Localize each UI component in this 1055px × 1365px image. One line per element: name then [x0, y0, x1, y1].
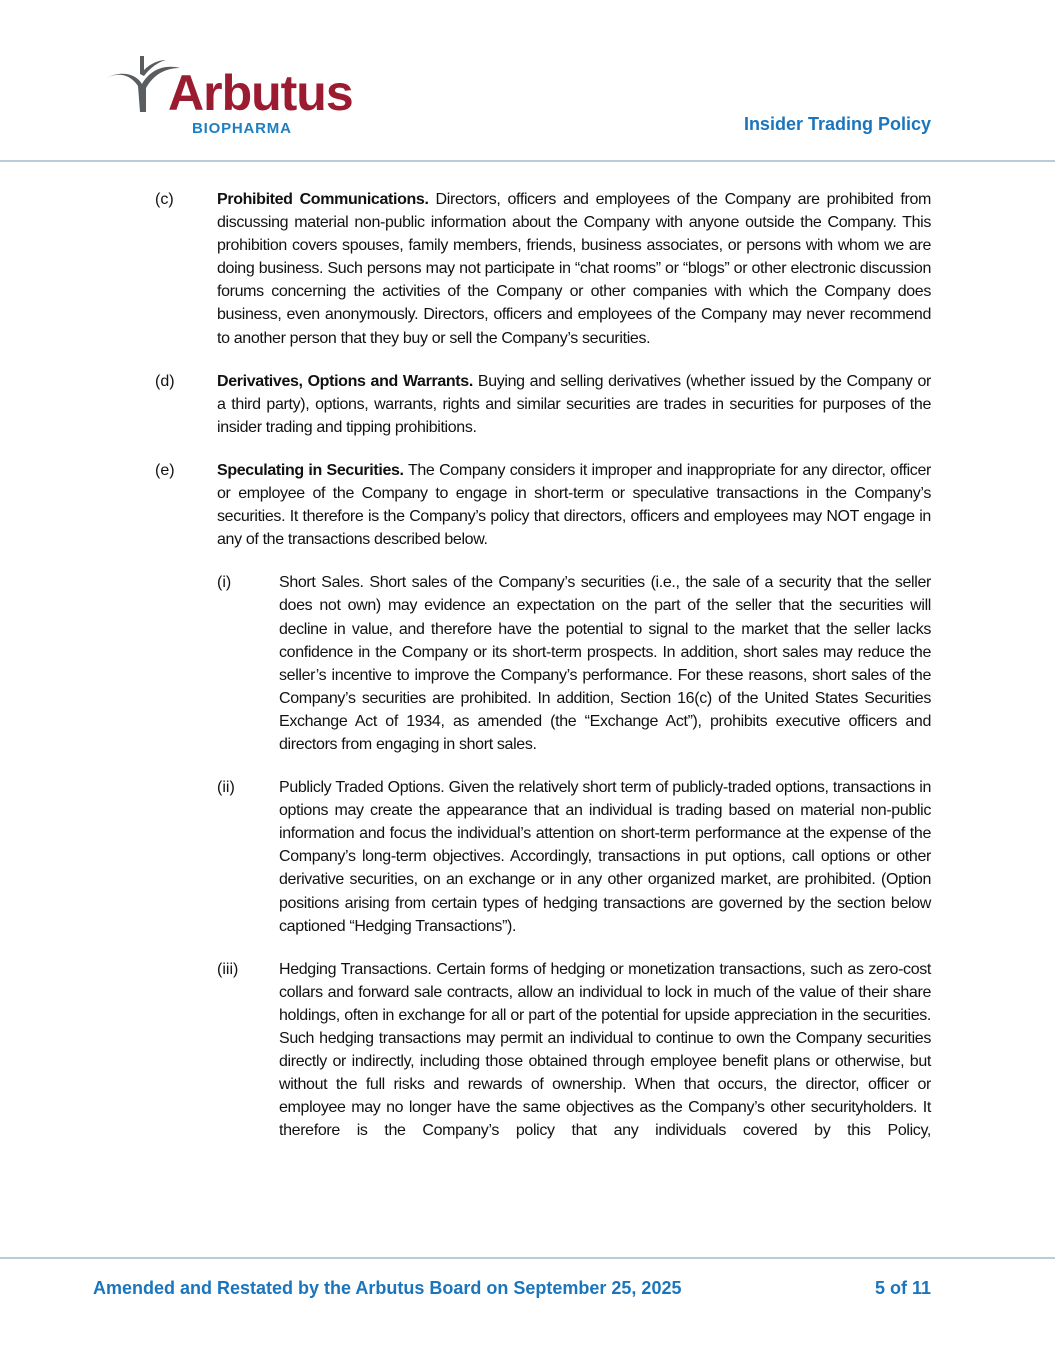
section-body: Directors, officers and employees of the Company are prohibited from discussing material non-public information about the Company with anyone outside the Company. This prohibition covers spouses, family members, friends, business associates, or persons with whom we are doing business. Such persons may not participate in “chat rooms” or “blogs” or other electronic discussion forums concerning the activities of the Company or other companies with which the Company does business, even anonymously. Directors, officers and employees of the Company may never recommend to another person that they buy or sell the Company’s securities. [217, 191, 931, 347]
subsection-body: Hedging Transactions. Certain forms of hedging or monetization transactions, such as zero-cost collars and forward sale contracts, allow an individual to lock in much of the value of their share holdings, often in exchange for all or part of the potential for upside appreciation in the securities. Such hedging transactions may permit an individual to continue to own the Company securities directly or indirectly, including those obtained through employee benefit plans or otherwise, but without the full risks and rewards of ownership. When that occurs, the director, officer or employee may no longer have the same objectives as the Company’s other securityholders. It therefore is the Company’s policy that any individuals covered by this Policy, [279, 960, 931, 1140]
subsection-body: Publicly Traded Options. Given the relatively short term of publicly-traded options, transactions in options may create the appearance that an individual is trading based on material non-public information and focus the individual’s attention on short-term performance at the expense of the Company’s long-term objectives. Accordingly, transactions in put options, call options or other derivative securities, on an exchange or in any other organized market, are prohibited. (Option positions arising from certain types of hedging transactions are governed by the section below captioned “Hedging Transactions”). [279, 779, 931, 935]
subsection-publicly-traded-options [0, 776, 1055, 938]
section-heading: Prohibited Communications. [217, 191, 429, 208]
section-body: Buying and selling derivatives (whether issued by the Company or a third party), options, warrants, rights and similar securities are trades in securities for purposes of the insider trading and tipping prohibitions. [217, 372, 931, 436]
section-marker: (d) [155, 372, 175, 390]
arbutus-logo [104, 50, 364, 140]
subsection-body: Short Sales. Short sales of the Company’s securities (i.e., the sale of a security that the seller does not own) may evidence an expectation on the part of the seller that the securities will decline in value, and therefore have the potential to signal to the market that the seller lacks confidence in the Company or its short-term prospects. In addition, short sales may reduce the seller’s incentive to improve the Company’s performance. For these reasons, short sales of the Company’s securities are prohibited. In addition, Section 16(c) of the United States Securities Exchange Act of 1934, as amended (the “Exchange Act”), prohibits executive officers and directors from engaging in short sales. [279, 574, 931, 753]
subsection-hedging-transactions [0, 958, 1055, 1143]
section-body: The Company considers it improper and inappropriate for any director, officer or employee of the Company to engage in short-term or speculative transactions in the Company’s securities. It therefore is the Company’s policy that directors, officers and employees may NOT engage in any of the transactions described below. [217, 461, 931, 549]
document-body [0, 188, 1055, 1162]
section-marker: (e) [155, 461, 175, 479]
section-marker: (c) [155, 191, 174, 208]
footer-divider [0, 1257, 1055, 1259]
page-header [0, 0, 1055, 162]
header-divider [0, 160, 1055, 162]
subsection-marker: (iii) [217, 960, 239, 978]
section-text [217, 188, 931, 350]
section-heading: Speculating in Securities. [217, 461, 404, 479]
section-d [0, 370, 1055, 439]
subsection-marker: (ii) [217, 779, 235, 797]
amendment-note: Amended and Restated by the Arbutus Board on September 25, 2025 [93, 1278, 682, 1298]
logo-subtitle: BIOPHARMA [192, 120, 292, 137]
section-e [0, 459, 1055, 551]
logo-wordmark: Arbutus [168, 65, 353, 121]
document-title: Insider Trading Policy [743, 114, 931, 134]
section-text [217, 459, 931, 551]
subsection-marker: (i) [217, 574, 232, 592]
subsection-short-sales [0, 571, 1055, 756]
section-text [217, 370, 931, 439]
section-heading: Derivatives, Options and Warrants. [217, 372, 473, 390]
section-c [0, 188, 1055, 350]
page-number: 5 of 11 [874, 1278, 931, 1298]
